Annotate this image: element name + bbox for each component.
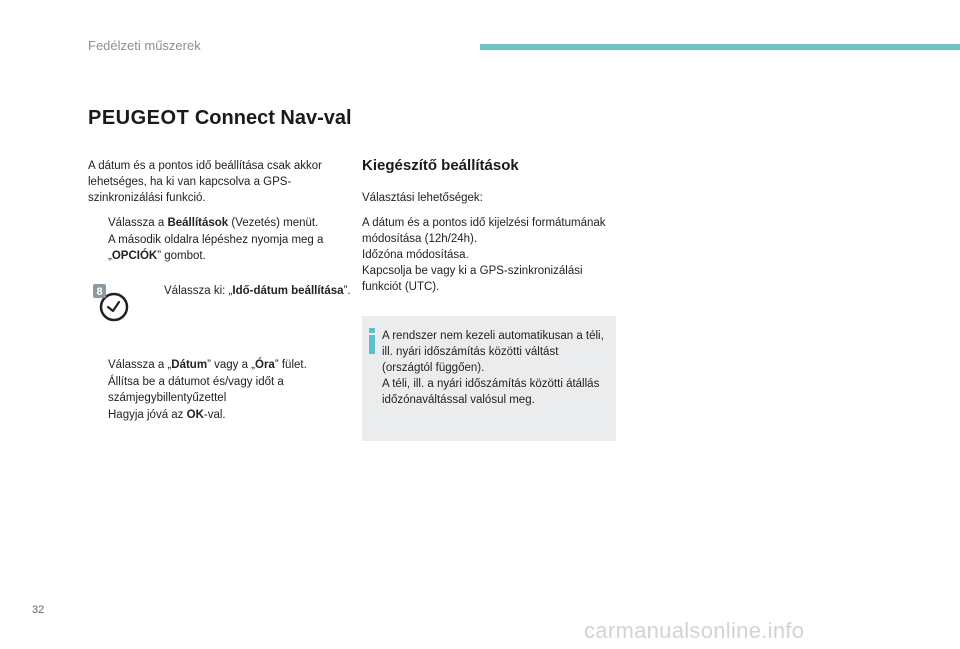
right-column (362, 158, 612, 295)
page-title (88, 107, 352, 130)
bullet-bold: OK (186, 409, 204, 421)
info-note-box (362, 316, 616, 441)
left-column (88, 158, 350, 265)
option-line: Időzóna módosítása. (362, 249, 469, 261)
bullet-bold: Beállítások (167, 217, 229, 229)
intro-paragraph: A dátum és a pontos idő beállítása csak akkor lehetséges, ha ki van kapcsolva a GPS-szinkronizálási funkció. (88, 160, 322, 204)
bullet-text: ” vagy a „ (207, 359, 255, 371)
instruction-bullet (88, 407, 350, 423)
bullet-text: Állítsa be a dátumot és/vagy időt a számjegybillentyűzettel (108, 376, 284, 404)
watermark-text: carmanualsonline.info (584, 618, 805, 643)
instruction-bullet (88, 215, 350, 231)
instruction-bullet (88, 232, 350, 264)
options-label: Választási lehetőségek: (362, 192, 483, 204)
options-paragraph (362, 215, 612, 295)
instruction-bullet (144, 283, 364, 299)
option-line: Kapcsolja be vagy ki a GPS-szinkronizálási funkciót (UTC). (362, 265, 583, 293)
bullet-text: -val. (203, 409, 226, 421)
icon-badge-number: 8 (96, 286, 103, 298)
info-note-text (382, 328, 610, 408)
clock-instruction-row (88, 283, 350, 333)
bullet-text: (Vezetés) menüt. (228, 217, 319, 229)
bullet-text: A második oldalra lépéshez nyomja meg a „ (108, 234, 324, 262)
note-line: A rendszer nem kezeli automatikusan a téli, ill. nyári időszámítás közötti váltást (országtól függően). (382, 330, 604, 374)
bullet-bold: OPCIÓK (111, 250, 158, 262)
note-line: A téli, ill. a nyári időszámítás közötti átállás időzónaváltással valósul meg. (382, 378, 600, 406)
bullet-bold: Dátum (171, 359, 208, 371)
left-column-lower (88, 357, 350, 424)
instruction-bullet (88, 374, 350, 406)
bullet-text: ”. (343, 285, 351, 297)
page-title-brand: PEUGEOT (88, 107, 190, 129)
section-header-title: Fedélzeti műszerek (88, 38, 201, 53)
bullet-text: Válassza a „ (108, 359, 172, 371)
info-icon (369, 328, 375, 354)
bullet-bold: Óra (255, 359, 275, 371)
bullet-text: ” gombot. (157, 250, 206, 262)
bullet-text: Válassza ki: „ (164, 285, 233, 297)
section-header-bar (480, 44, 960, 50)
clock-icon (92, 283, 132, 323)
bullet-bold: Idő-dátum beállítása (232, 285, 344, 297)
section-heading: Kiegészítő beállítások (362, 157, 519, 174)
bullet-text: ” fület. (274, 359, 307, 371)
bullet-text: Válassza a (108, 217, 168, 229)
page-number: 32 (32, 604, 45, 616)
instruction-bullet (88, 357, 350, 373)
option-line: A dátum és a pontos idő kijelzési formátumának módosítása (12h/24h). (362, 217, 606, 245)
bullet-text: Hagyja jóvá az (108, 409, 187, 421)
page-title-text: Connect Nav-val (189, 107, 352, 129)
